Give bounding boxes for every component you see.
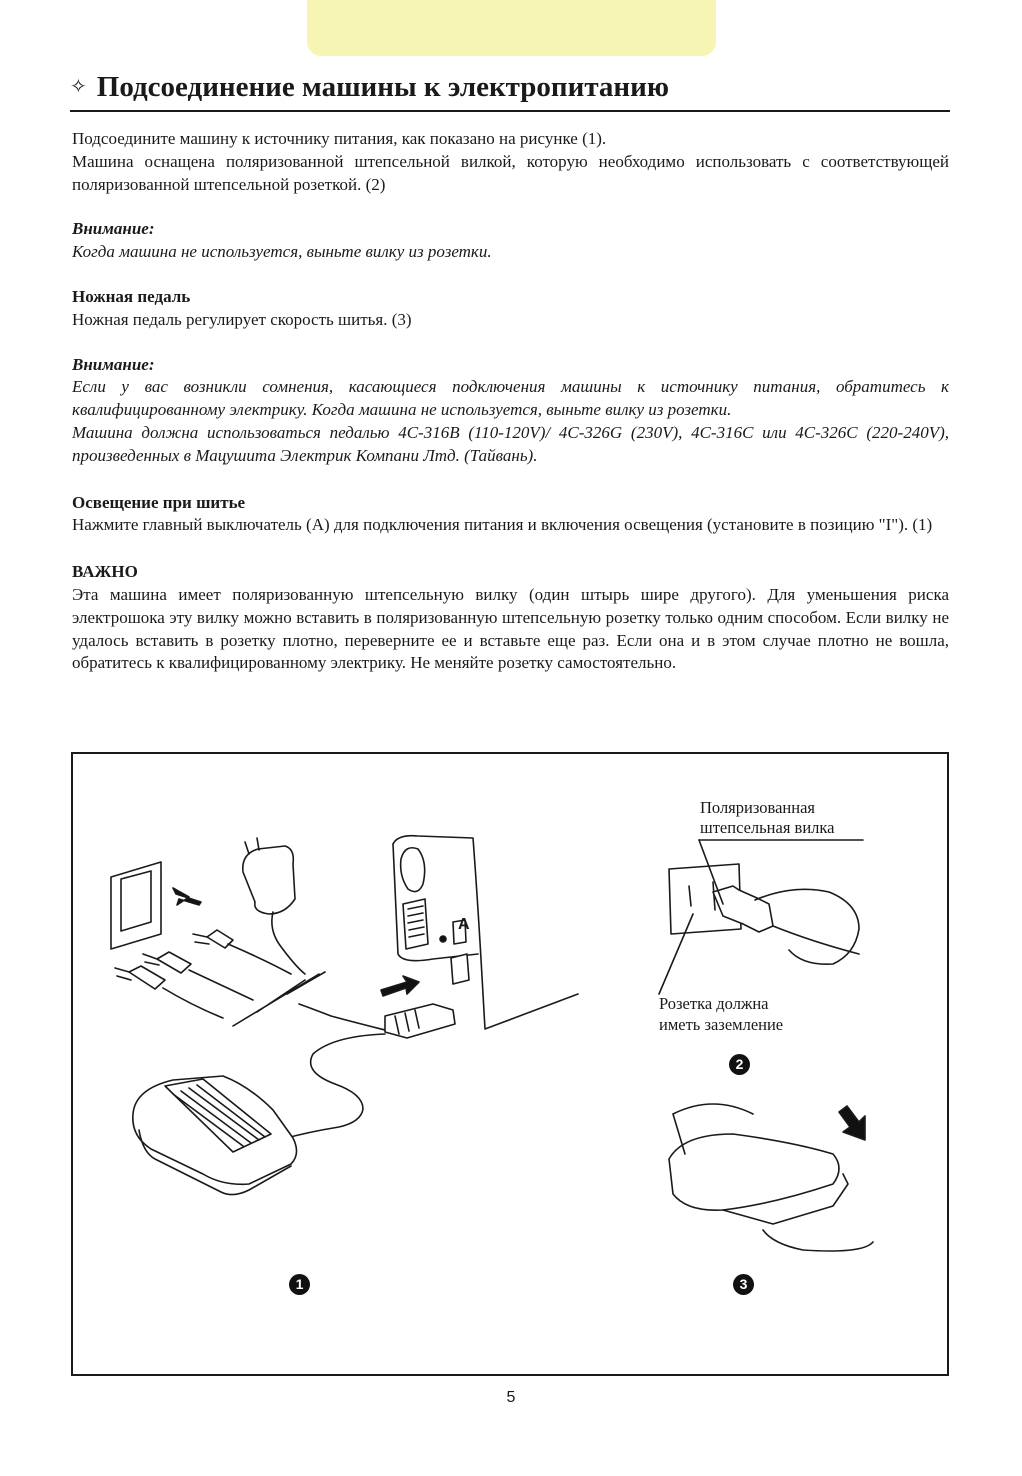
caution-heading-2: Внимание: [72, 354, 155, 374]
connection-illustration [73, 754, 947, 1374]
document-body [72, 128, 949, 675]
switch-label: A [458, 916, 470, 933]
figure-marker-3: 3 [733, 1274, 754, 1295]
foot-pedal-text: Ножная педаль регулирует скорость шитья. (3) [72, 309, 412, 329]
arrow-right-icon [381, 976, 419, 996]
wall-socket-icon [111, 862, 161, 949]
caution-text-3: Машина должна использоваться педалью 4C-316B (110-120V)/ 4C-326G (230V), 4C-316C или 4C-326C (220-240V), произведенных в Мацушита Электрик Компани Лтд. (Тайвань). [72, 422, 949, 465]
page-title [70, 66, 950, 112]
connection-figure [71, 752, 949, 1376]
plug-icon [115, 966, 223, 1018]
caution-text: Когда машина не используется, выньте вилку из розетки. [72, 242, 492, 262]
page-number: 5 [506, 1389, 516, 1406]
polarized-socket-icon [659, 840, 863, 994]
shoe-on-pedal-icon [669, 1104, 873, 1251]
socket-label-line-2: иметь заземление [659, 1015, 784, 1034]
caution-text-2: Если у вас возникли сомнения, касающиеся подключения машины к источнику питания, обратитесь к квалифицированному электрику. Когда машина не используется, выньте вилку из розетки. [72, 377, 949, 420]
sewing-light-heading: Освещение при шитье [72, 492, 246, 512]
figure-marker-2: 2 [729, 1054, 750, 1075]
foot-pedal-heading: Ножная педаль [72, 286, 191, 306]
header-tab [307, 0, 716, 56]
intro-paragraph-2: Машина оснащена поляризованной штепсельной вилкой, которую необходимо использовать с соответствующей поляризованной штепсельной розеткой. (2) [72, 151, 949, 194]
arrow-down-icon [839, 1106, 865, 1140]
important-text: Эта машина имеет поляризованную штепсельную вилку (один штырь шире другого). Для уменьшения риска электрошока эту вилку можно вставить в поляризованную штепсельную розетку только одним способом. Если вилку не удалось вставить в розетку плотно, переверните ее и вставьте еще раз. Если она и в этом случае плотно не вошла, обратитесь к квалифицированному электрику. Не меняйте розетку самостоятельно. [72, 584, 949, 673]
intro-paragraph-1: Подсоедините машину к источнику питания, как показано на рисунке (1). [72, 129, 607, 148]
arrow-left-icon [173, 888, 201, 905]
sewing-light-text: Нажмите главный выключатель (A) для подключения питания и включения освещения (установите в позицию "I"). (1) [72, 515, 933, 535]
plug-label-line-1: Поляризованная [700, 798, 815, 817]
important-heading: ВАЖНО [72, 562, 138, 582]
page-title-text: Подсоединение машины к электропитанию [96, 71, 670, 103]
sparkle-icon: ✧ [70, 74, 87, 98]
caution-heading: Внимание: [72, 219, 155, 239]
connector-plug-icon [385, 1004, 455, 1038]
sewing-machine-icon [393, 836, 578, 1029]
plug-label-line-2: штепсельная вилка [700, 818, 835, 837]
foot-pedal-icon [133, 1076, 297, 1195]
figure-marker-1: 1 [289, 1274, 310, 1295]
socket-label-line-1: Розетка должна [659, 994, 769, 1013]
plug-icon [193, 930, 291, 974]
adapter-plug-icon [243, 838, 305, 974]
